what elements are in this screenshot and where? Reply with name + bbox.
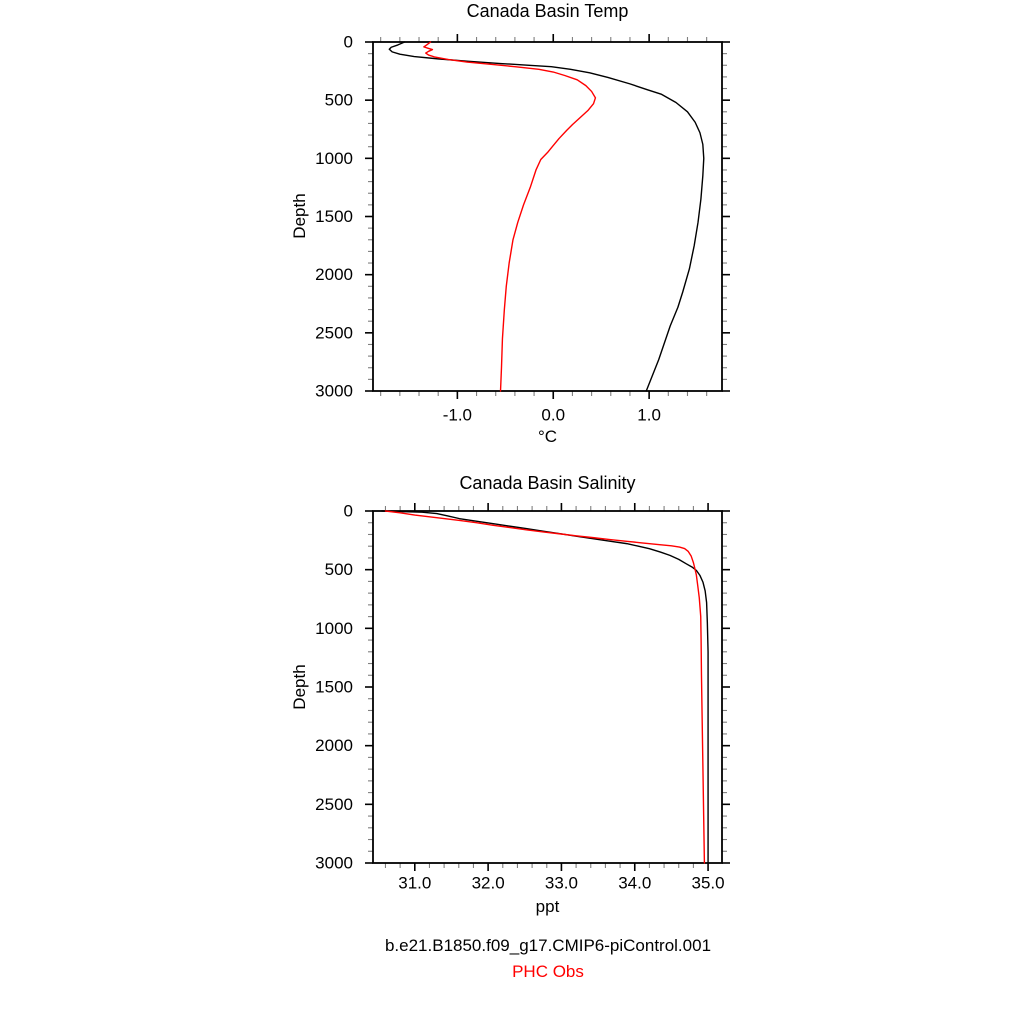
x-tick-label: 35.0	[691, 873, 725, 893]
y-axis-ticks	[315, 32, 730, 400]
x-tick-label: 33.0	[544, 873, 578, 893]
temp-x-axis-label: °C	[537, 427, 558, 446]
salinity-plot-svg	[311, 495, 767, 935]
x-tick-label: -1.0	[442, 405, 473, 424]
x-tick-label: 1.0	[637, 405, 661, 424]
obs-caption: PHC Obs	[512, 962, 584, 981]
series-obs-line	[385, 511, 704, 863]
plot-frame	[373, 42, 722, 391]
y-tick-label: 1000	[315, 618, 353, 638]
plot-frame	[373, 511, 722, 863]
series-obs-line	[424, 42, 596, 391]
series-model-line	[389, 42, 703, 391]
y-tick-label: 3000	[315, 853, 353, 873]
y-tick-label: 500	[324, 559, 353, 579]
salinity-x-axis-label: ppt	[535, 897, 560, 916]
y-tick-label: 1000	[315, 148, 353, 168]
y-tick-label: 0	[343, 32, 353, 51]
y-tick-label: 2500	[315, 794, 353, 814]
y-tick-label: 2500	[315, 322, 353, 342]
x-tick-label: 32.0	[471, 873, 505, 893]
x-tick-label: 31.0	[398, 873, 432, 893]
x-tick-label: 0.0	[541, 405, 566, 424]
y-tick-label: 500	[324, 90, 353, 110]
series-model-line	[382, 511, 708, 863]
salinity-chart-title: Canada Basin Salinity	[459, 473, 636, 493]
temp-plot-svg	[311, 26, 767, 463]
y-tick-label: 0	[343, 501, 353, 521]
y-tick-label: 1500	[315, 677, 353, 697]
x-tick-label: 34.0	[618, 873, 652, 893]
y-tick-label: 2000	[315, 264, 353, 284]
y-tick-label: 1500	[315, 206, 353, 226]
y-tick-label: 2000	[315, 735, 353, 755]
temp-y-axis-label: Depth	[290, 193, 309, 239]
y-axis-ticks	[315, 501, 730, 872]
y-tick-label: 3000	[315, 381, 353, 400]
temp-chart-title: Canada Basin Temp	[466, 1, 629, 21]
model-run-caption: b.e21.B1850.f09_g17.CMIP6-piControl.001	[384, 936, 712, 955]
salinity-y-axis-label: Depth	[290, 664, 309, 710]
x-axis-ticks	[385, 503, 724, 893]
